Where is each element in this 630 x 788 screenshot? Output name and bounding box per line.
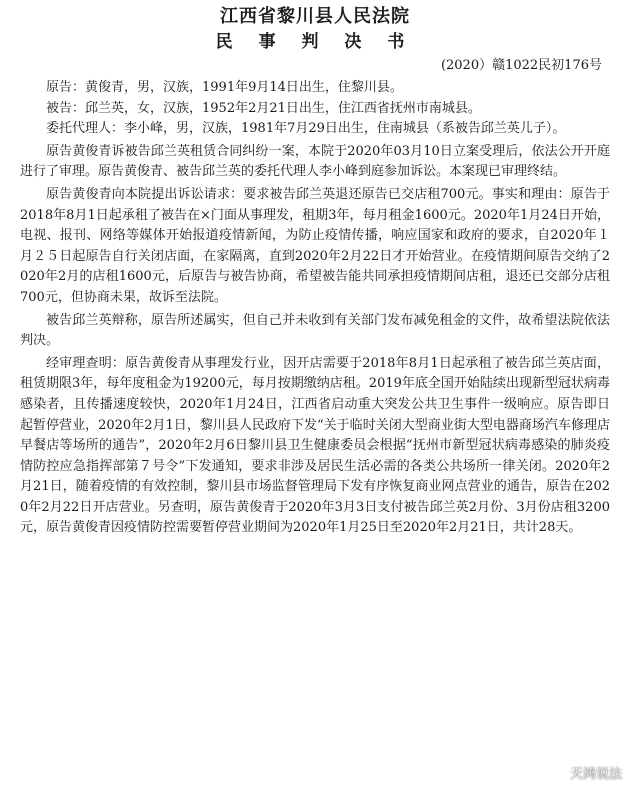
watermark — [548, 763, 622, 782]
wechat-icon — [548, 765, 566, 781]
document-type-title: 民 事 判 决 书 — [215, 32, 415, 52]
defendant-defense-paragraph: 被告邱兰英辩称，原告所述属实，但自己并未收到有关部门发布减免租金的文件，故希望法院依法判决。 — [20, 312, 610, 349]
party-agent: 委托代理人：李小峰，男，汉族，1981年7月29日出生，住南城县（系被告邱兰英儿子）。 — [46, 121, 566, 137]
party-defendant: 被告：邱兰英，女，汉族，1952年2月21日出生，住江西省抚州市南城县。 — [46, 100, 481, 116]
plaintiff-claim-paragraph: 原告黄俊青向本院提出诉讼请求：要求被告邱兰英退还原告已交店租700元。事实和理由：原告于2018年8月1日起承租了被告在×门面从事理发，租期3年，每月租金1600元。2020年1月24日开始，电视、报刊、网络等媒体开始报道疫情新闻，为防止疫情传播，响应国家和政府的要求，自2020年１月２５日起原告自行关闭店面，在家隔离，直到2020年2月22日才开始营业。在疫情期间原告交纳了2020年2月的店租1600元，后原告与被告协商，希望被告能共同承担疫情期间店租，退还已交部分店租700元，但协商未果，故诉至法院。 — [20, 186, 610, 305]
case-intro-paragraph: 原告黄俊青诉被告邱兰英租赁合同纠纷一案，本院于2020年03月10日立案受理后，依法公开开庭进行了审理。原告黄俊青、被告邱兰英的委托代理人李小峰到庭参加诉讼。本案现已审理终结。 — [20, 143, 610, 180]
case-number: (2020）赣1022民初176号 — [440, 58, 602, 73]
party-plaintiff: 原告：黄俊青，男，汉族，1991年9月14日出生，住黎川县。 — [46, 80, 403, 95]
watermark-text: 天鸿说法 — [569, 767, 622, 782]
court-findings-paragraph: 经审理查明：原告黄俊青从事理发行业，因开店需要于2018年8月1日起承租了被告邱兰英店面，租赁期限3年，每年度租金为19200元，每月按期缴纳店租。2019年底全国开始陆续出现新型冠状病毒感染者，且传播速度较快，2020年1月24日，江西省启动重大突发公共卫生事件一级响应。原告即日起暂停营业，2020年2月1日，黎川县人民政府下发“关于临时关闭大型商业街大型电器商场汽车修理店早餐店等场所的通告”，2020年2月6日黎川县卫生健康委员会根据“抚州市新型冠状病毒感染的肺炎疫情防控应急指挥部第７号令”下发通知，要求非涉及居民生活必需的各类公共场所一律关闭。2020年2月21日，随着疫情的有效控制，黎川县市场监督管理局下发有序恢复商业网点营业的通告，原告在2020年2月22日开店营业。另查明，原告黄俊青于2020年3月3日支付被告邱兰英2月份、3月份店租3200元，原告黄俊青因疫情防控需要暂停营业期间为2020年1月25日至2020年2月21日，共计28天。 — [20, 355, 610, 536]
court-name: 江西省黎川县人民法院 — [220, 6, 410, 27]
